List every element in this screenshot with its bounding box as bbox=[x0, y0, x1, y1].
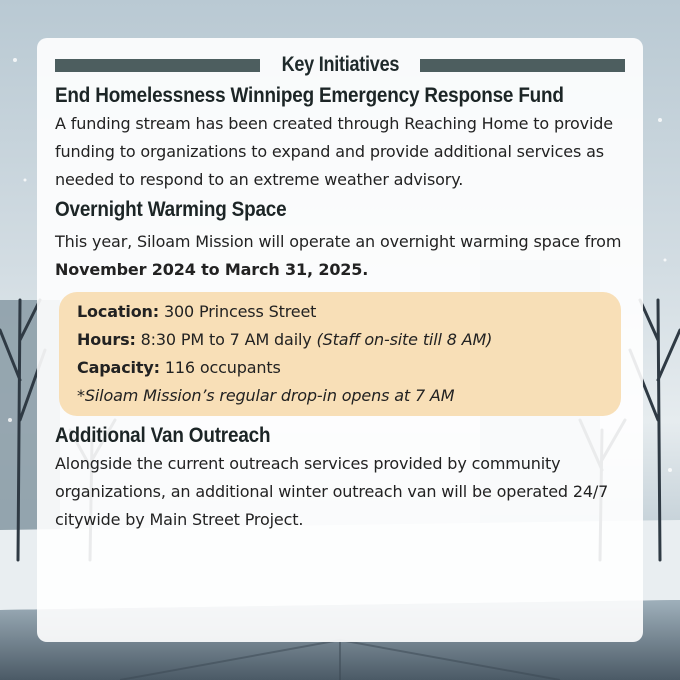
section-warming-space bbox=[55, 196, 625, 416]
section-title: Additional Van Outreach bbox=[55, 424, 271, 447]
section-van-outreach bbox=[55, 422, 625, 534]
details-box bbox=[59, 292, 621, 416]
header-bar-right bbox=[420, 59, 625, 72]
footnote: *Siloam Mission’s regular drop-in opens at 7 AM bbox=[77, 386, 455, 405]
section-body: Alongside the current outreach services provided by community organizations, an additional winter outreach van will be operated 24/7 citywide by Main Street Project. bbox=[55, 454, 609, 529]
location-label: Location: bbox=[77, 302, 160, 321]
section-body bbox=[55, 228, 625, 284]
capacity-label: Capacity: bbox=[77, 358, 160, 377]
section-title: Overnight Warming Space bbox=[55, 198, 287, 221]
capacity-value: 116 occupants bbox=[159, 358, 281, 377]
section-emergency-fund bbox=[55, 82, 625, 194]
capacity-line bbox=[77, 354, 603, 382]
location-line bbox=[77, 298, 603, 326]
hours-note: (Staff on-site till 8 AM) bbox=[316, 330, 493, 349]
hours-line bbox=[77, 326, 603, 354]
page-title: Key Initiatives bbox=[281, 53, 399, 76]
header bbox=[55, 52, 625, 78]
footnote-line bbox=[77, 382, 603, 410]
info-card bbox=[37, 38, 643, 642]
section-title: End Homelessness Winnipeg Emergency Response Fund bbox=[55, 84, 564, 107]
body-text-prefix: This year, Siloam Mission will operate an overnight warming space from bbox=[55, 232, 622, 251]
date-range: November 2024 to March 31, 2025. bbox=[55, 260, 369, 279]
hours-value: 8:30 PM to 7 AM daily bbox=[135, 330, 317, 349]
location-value: 300 Princess Street bbox=[159, 302, 317, 321]
header-bar-left bbox=[55, 59, 260, 72]
hours-label: Hours: bbox=[77, 330, 136, 349]
section-body: A funding stream has been created through Reaching Home to provide funding to organizations to expand and provide additional services as needed to respond to an extreme weather advisory. bbox=[55, 114, 613, 189]
